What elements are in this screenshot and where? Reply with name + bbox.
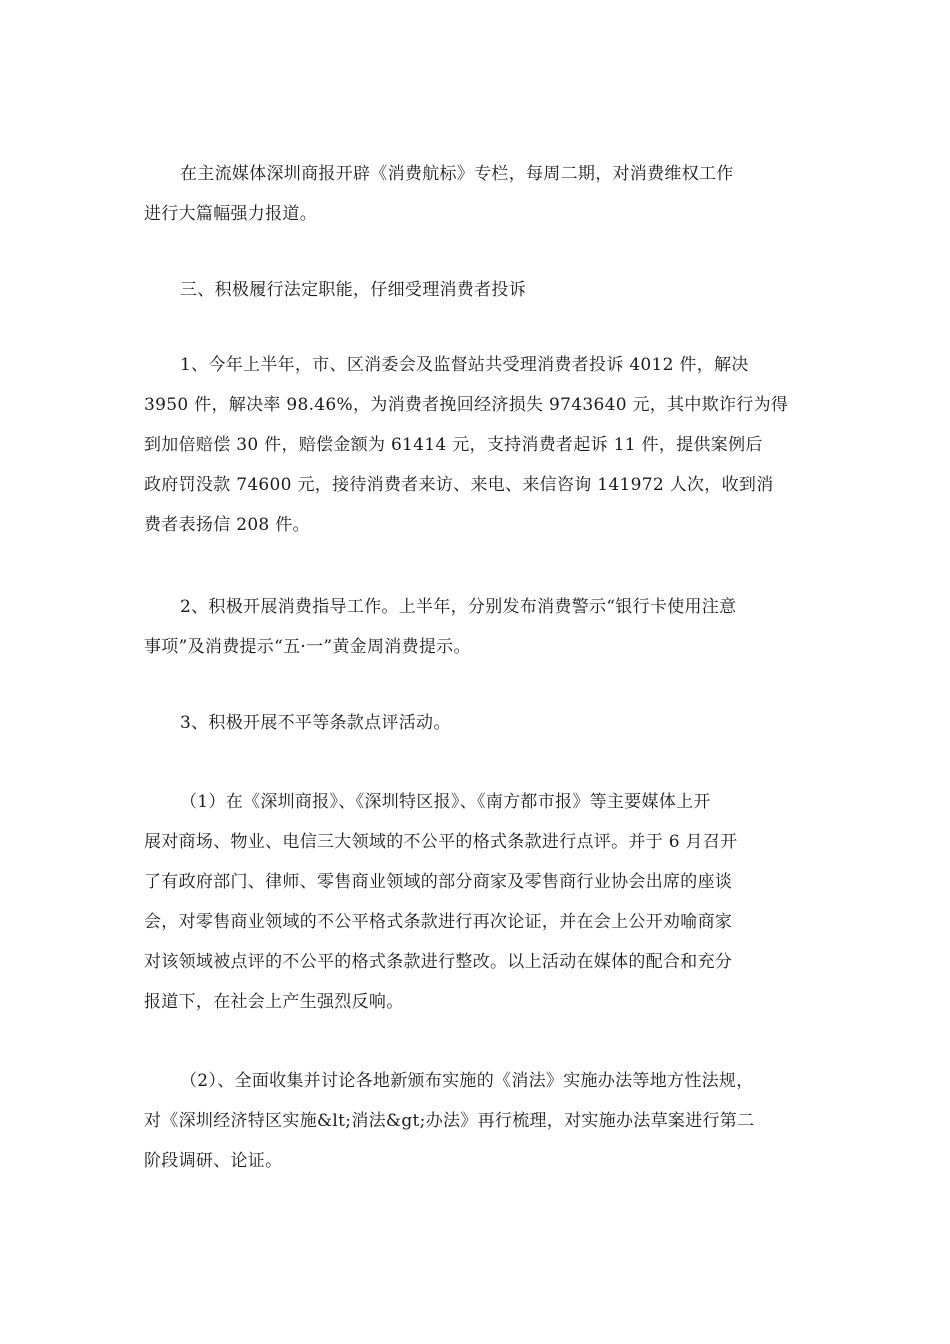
text-line: （2）、全面收集并讨论各地新颁布实施的《消法》实施办法等地方性法规， bbox=[180, 1071, 754, 1091]
text-line: 会，对零售商业领域的不公平格式条款进行再次论证，并在会上公开劝喻商家 bbox=[144, 912, 733, 932]
text-line: 费者表扬信 208 件。 bbox=[144, 515, 310, 535]
text-line: 政府罚没款 74600 元，接待消费者来访、来电、来信咨询 141972 人次，收到消 bbox=[144, 475, 774, 495]
paragraph-unfair-terms bbox=[144, 703, 824, 743]
text-line: 事项”及消费提示“五·一”黄金周消费提示。 bbox=[144, 637, 471, 657]
text-line: 了有政府部门、律师、零售商业领域的部分商家及零售商行业协会出席的座谈 bbox=[144, 872, 733, 892]
text-line: 1、今年上半年，市、区消委会及监督站共受理消费者投诉 4012 件，解决 bbox=[180, 355, 749, 375]
text-line: （1）在《深圳商报》、《深圳特区报》、《南方都市报》等主要媒体上开 bbox=[180, 792, 711, 812]
text-line: 阶段调研、论证。 bbox=[144, 1151, 283, 1171]
text-line: 报道下，在社会上产生强烈反响。 bbox=[144, 992, 404, 1012]
text-line: 对《深圳经济特区实施&lt;消法&gt;办法》再行梳理，对实施办法草案进行第二 bbox=[144, 1111, 755, 1131]
text-line: 在主流媒体深圳商报开辟《消费航标》专栏，每周二期，对消费维权工作 bbox=[180, 164, 734, 184]
text-line: 2、积极开展消费指导工作。上半年，分别发布消费警示“银行卡使用注意 bbox=[180, 597, 737, 617]
section-heading-3 bbox=[144, 270, 824, 310]
paragraph-item-2 bbox=[144, 1061, 824, 1181]
text-line: 展对商场、物业、电信三大领域的不公平的格式条款进行点评。并于 6 月召开 bbox=[144, 832, 738, 852]
text-line: 3、积极开展不平等条款点评活动。 bbox=[180, 713, 451, 733]
text-line: 三、积极履行法定职能，仔细受理消费者投诉 bbox=[180, 280, 526, 300]
text-line: 3950 件，解决率 98.46%，为消费者挽回经济损失 9743640 元，其中欺诈行为得 bbox=[144, 395, 789, 415]
paragraph-item-1 bbox=[144, 782, 824, 1022]
text-line: 对该领域被点评的不公平的格式条款进行整改。以上活动在媒体的配合和充分 bbox=[144, 952, 733, 972]
paragraph-media-column bbox=[144, 154, 824, 234]
paragraph-complaint-stats bbox=[144, 345, 824, 545]
text-line: 进行大篇幅强力报道。 bbox=[144, 204, 317, 224]
paragraph-consumer-guidance bbox=[144, 587, 824, 667]
text-line: 到加倍赔偿 30 件，赔偿金额为 61414 元，支持消费者起诉 11 件，提供案例后 bbox=[144, 435, 763, 455]
